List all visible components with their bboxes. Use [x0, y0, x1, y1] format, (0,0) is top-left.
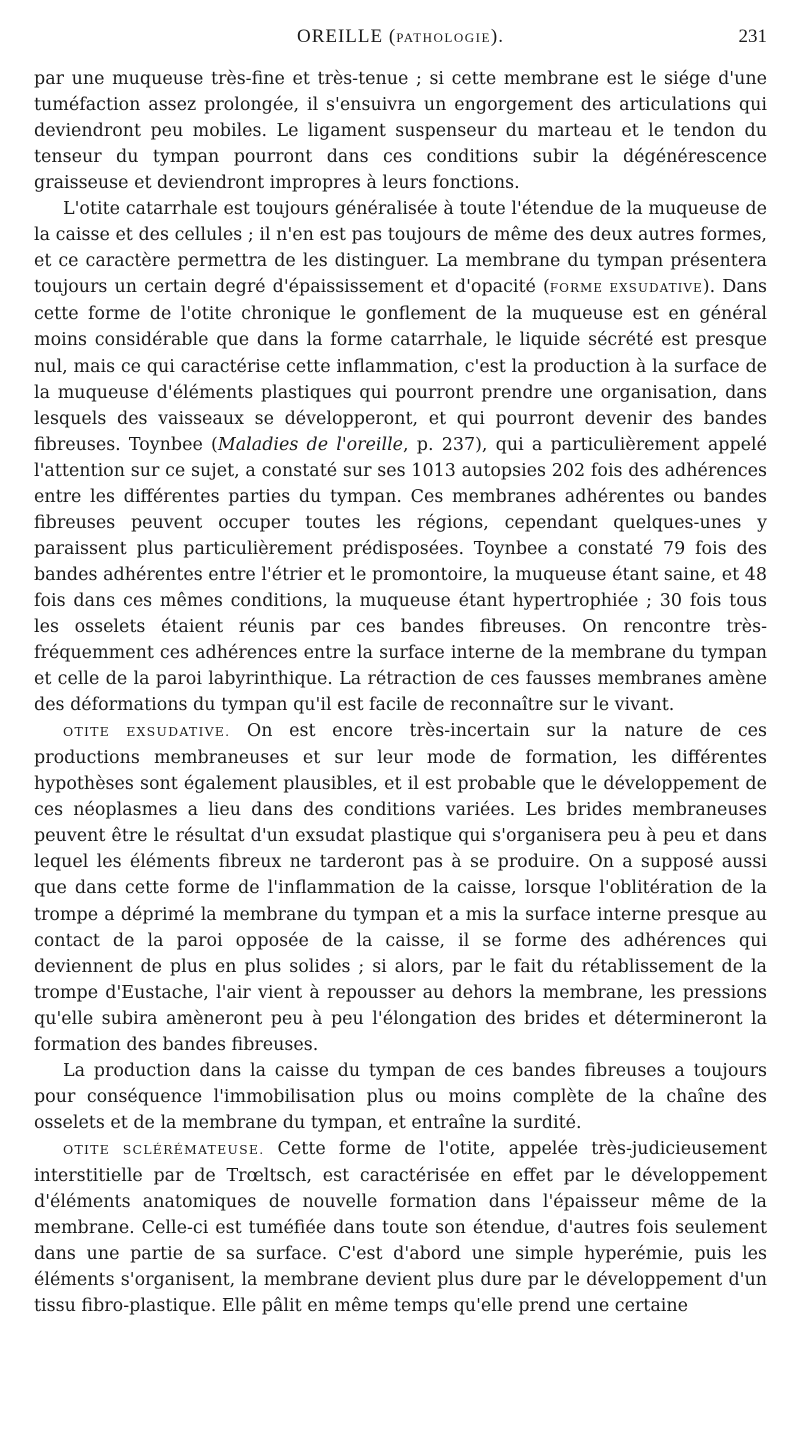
running-title: [34, 26, 767, 48]
paragraph-text: On est encore très-incertain sur la nature de ces productions membraneuses et sur leur mode de formation, les différentes hypothèses sont également plausibles, et il est probable que le développement de ces néoplasmes a lieu dans des conditions variées. Les brides membraneuses peuvent être le résultat d'un exsudat plastique qui s'organisera peu à peu et dans lequel les éléments fibreux ne tarderont pas à se produire. On a supposé aussi que dans cette forme de l'inflammation de la caisse, lorsque l'oblitération de la trompe a déprimé la membrane du tympan et a mis la surface interne presque au contact de la paroi opposée de la caisse, il se forme des adhérences qui deviennent de plus en plus solides ; si alors, par le fait du rétablissement de la trompe d'Eustache, l'air vient à repousser au dehors la membrane, les pressions qu'elle subira amèneront peu à peu l'élongation des brides et détermineront la formation des bandes fibreuses.: [34, 721, 768, 1055]
paragraph-text: , p. 237), qui a particulièrement appelé l'attention sur ce sujet, a constaté sur ses 1013 autopsies 202 fois des adhérences entre les différentes parties du tympan. Ces membranes adhérentes ou bandes fibreuses peuvent occuper toutes les régions, cependant quelques-unes y paraissent plus particulièrement prédisposées. Toynbee a constaté 79 fois des bandes adhérentes entre l'étrier et le promontoire, la muqueuse étant saine, et 48 fois dans ces mêmes conditions, la muqueuse étant hypertrophiée ; 30 fois tous les osselets étaient réunis par ces bandes fibreuses. On rencontre très-fréquemment ces adhérences entre la surface interne de la membrane du tympan et celle de la paroi labyrinthique. La rétraction de ces fausses membranes amène des déformations du tympan qu'il est facile de reconnaître sur le vivant.: [34, 434, 767, 716]
body-text: [34, 66, 767, 1319]
paragraph-text: L'otite catarrhale est toujours généralisée à toute l'étendue de la muqueuse de la caisse et des cellules ; il n'en est pas toujours de même des deux autres formes, et ce caractère permettra de les distinguer. La membrane du tympan présentera toujours un certain degré d'épaississement et d'opacité (: [34, 199, 767, 298]
running-title-main: OREILLE (: [296, 26, 397, 47]
paragraph-consequence: [34, 1058, 767, 1136]
smallcaps-term: FORME EXSUDATIVE: [549, 281, 703, 296]
page-number: 231: [738, 26, 767, 47]
book-page: [34, 26, 767, 1319]
paragraph-otite-sclerémateuse: [34, 1136, 767, 1319]
section-heading: OTITE EXSUDATIVE.: [63, 724, 231, 740]
paragraph-text: ). Dans cette forme de l'otite chronique le gonflement de la muqueuse est en général moins considérable que dans la forme catarrhale, le liquide sécrété est presque nul, mais ce qui caractérise cette inflammation, c'est la production à la surface de la muqueuse d'éléments plastiques qui pourront prendre une organisation, dans lesquels des vaisseaux se développeront, et qui pourront devenir des bandes fibreuses. Toynbee (: [34, 277, 767, 455]
paragraph-text: La production dans la caisse du tympan de ces bandes fibreuses a toujours pour conséquence l'immobilisation plus ou moins complète de la chaîne des osselets et de la membrane du tympan, et entraîne la surdité.: [34, 1060, 767, 1133]
paragraph-text: Cette forme de l'otite, appelée très-judicieusement interstitielle par de Trœltsch, est caractérisée en effet par le développement d'éléments anatomiques de nouvelle formation dans l'épaisseur même de la membrane. Celle-ci est tuméfiée dans toute son étendue, d'autres fois seulement dans une partie de sa surface. C'est d'abord une simple hyperémie, puis les éléments s'organisent, la membrane devient plus dure par le développement d'un tissu fibro-plastique. Elle pâlit en même temps qu'elle prend une certaine: [34, 1138, 767, 1317]
paragraph-otite-exsudative: [34, 718, 767, 1058]
paragraph-otite-catarrhale: [34, 196, 767, 718]
running-title-subject: PATHOLOGIE: [396, 30, 491, 45]
section-heading: OTITE SCLÉRÉMATEUSE.: [63, 1141, 265, 1157]
citation-title: Maladies de l'oreille: [217, 434, 404, 455]
paragraph-continuation: [34, 66, 767, 196]
page-header: [34, 26, 767, 66]
paragraph-text: par une muqueuse très-fine et très-tenue ; si cette membrane est le siége d'une tuméfaction assez prolongée, il s'ensuivra un engorgement des articulations qui deviendront peu mobiles. Le ligament suspenseur du marteau et le tendon du tenseur du tympan pourront dans ces conditions subir la dégénérescence graisseuse et deviendront impropres à leurs fonctions.: [34, 69, 767, 194]
running-title-end: ).: [490, 26, 504, 47]
